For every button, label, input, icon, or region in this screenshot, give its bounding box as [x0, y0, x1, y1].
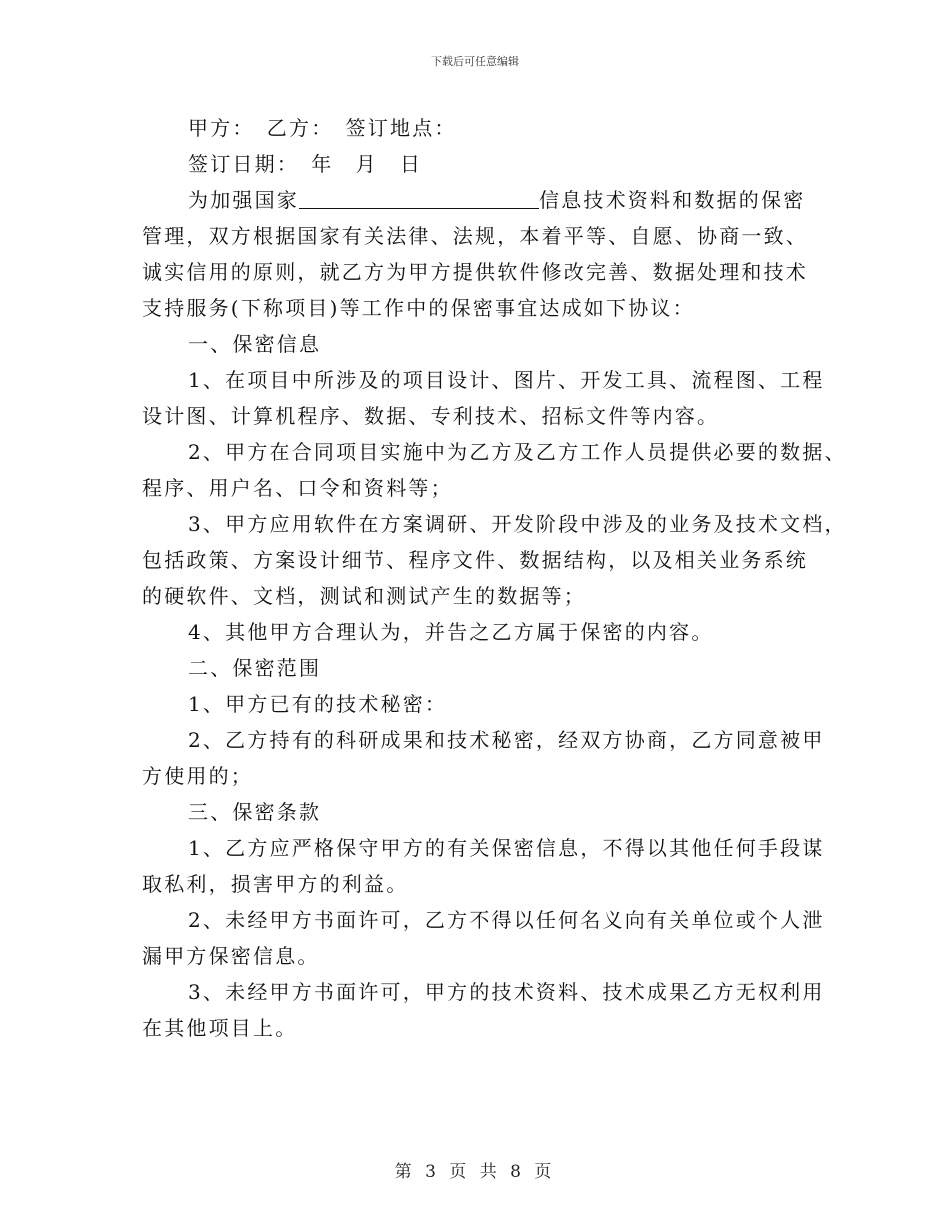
intro-line-1 [142, 182, 810, 218]
s1-item-1-line-1: 1、在项目中所涉及的项目设计、图片、开发工具、流程图、工程 [188, 368, 825, 392]
s2-item-2-line-2: 方使用的； [142, 764, 253, 788]
s1-item-3-line-3: 的硬软件、文档，测试和测试产生的数据等； [142, 584, 586, 608]
s3-item-3-line-2: 在其他项目上。 [142, 1016, 298, 1040]
intro-prefix: 为加强国家 [188, 188, 299, 212]
s1-item-1-line-2: 设计图、计算机程序、数据、专利技术、招标文件等内容。 [142, 404, 720, 428]
s1-item-2-line-2: 程序、用户名、口令和资料等； [142, 476, 453, 500]
section-1-heading: 一、保密信息 [188, 332, 322, 356]
signing-date-line: 签订日期： 年 月 日 [188, 152, 423, 176]
s2-item-2-line-1: 2、乙方持有的科研成果和技术秘密，经双方协商，乙方同意被甲 [188, 728, 825, 752]
s1-item-4-line-1: 4、其他甲方合理认为，并告之乙方属于保密的内容。 [188, 620, 714, 644]
intro-line-4: 支持服务(下称项目)等工作中的保密事宜达成如下协议： [142, 296, 695, 320]
blank-underline [299, 186, 539, 209]
s1-item-3-line-2: 包括政策、方案设计细节、程序文件、数据结构，以及相关业务系统 [142, 548, 808, 572]
s1-item-3-line-1: 3、甲方应用软件在方案调研、开发阶段中涉及的业务及技术文档， [188, 512, 847, 536]
section-3-heading: 三、保密条款 [188, 800, 322, 824]
page-header-note: 下载后可任意编辑 [431, 55, 519, 68]
parties-line: 甲方： 乙方： 签订地点： [188, 116, 457, 140]
s3-item-2-line-2: 漏甲方保密信息。 [142, 944, 320, 968]
intro-line-2: 管理，双方根据国家有关法律、法规，本着平等、自愿、协商一致、 [142, 224, 808, 248]
s3-item-3-line-1: 3、未经甲方书面许可，甲方的技术资料、技术成果乙方无权利用 [188, 980, 825, 1004]
intro-suffix: 信息技术资料和数据的保密 [539, 188, 806, 212]
s2-item-1-line-1: 1、甲方已有的技术秘密： [188, 692, 448, 716]
section-2-heading: 二、保密范围 [188, 656, 322, 680]
page-number-footer: 第 3 页 共 8 页 [394, 1162, 556, 1182]
s3-item-1-line-1: 1、乙方应严格保守甲方的有关保密信息，不得以其他任何手段谋 [188, 836, 825, 860]
document-body [142, 110, 847, 1046]
s3-item-2-line-1: 2、未经甲方书面许可，乙方不得以任何名义向有关单位或个人泄 [188, 908, 825, 932]
s3-item-1-line-2: 取私利，损害甲方的利益。 [142, 872, 409, 896]
intro-line-3: 诚实信用的原则，就乙方为甲方提供软件修改完善、数据处理和技术 [142, 260, 808, 284]
s1-item-2-line-1: 2、甲方在合同项目实施中为乙方及乙方工作人员提供必要的数据、 [188, 440, 847, 464]
